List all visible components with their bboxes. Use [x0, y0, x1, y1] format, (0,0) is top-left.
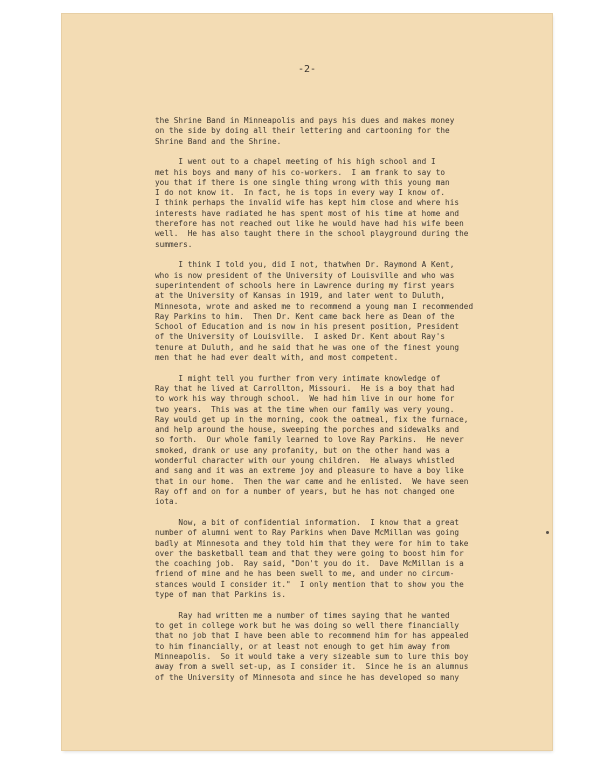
- text-line: I think perhaps the invalid wife has kept him close and where his: [155, 198, 460, 208]
- paragraph: [155, 374, 552, 508]
- text-line: stances would I consider it." I only mention that to show you the: [155, 579, 464, 589]
- text-line: the Shrine Band in Minneapolis and pays his dues and makes money: [155, 116, 455, 125]
- text-line: two years. This was at the time when our family was very young.: [155, 404, 455, 414]
- text-line: at the University of Kansas in 1919, and later went to Duluth,: [155, 291, 446, 301]
- text-line: superintendent of schools here in Lawrence during my first years: [155, 280, 455, 290]
- text-line: iota.: [155, 497, 179, 507]
- text-line: that in our home. Then the war came and he enlisted. We have seen: [155, 476, 469, 486]
- text-line: you that if there is one single thing wrong with this young man: [155, 177, 450, 187]
- ink-mark: [546, 531, 549, 534]
- text-line: Minnesota, wrote and asked me to recommend a young man I recommended: [155, 301, 474, 311]
- text-line: Ray that he lived at Carrollton, Missouri. He is a boy that had: [155, 384, 455, 393]
- text-line: who is now president of the University of Louisville and who was: [155, 270, 455, 280]
- text-line: I went out to a chapel meeting of his high school and I: [155, 157, 436, 167]
- text-line: interests have radiated he has spent most of his time at home and: [155, 208, 460, 218]
- text-line: Ray Parkins to him. Then Dr. Kent came back here as Dean of the: [155, 311, 455, 321]
- text-line: over the basketball team and that they were going to boost him for: [155, 548, 464, 558]
- text-line: Now, a bit of confidential information. I know that a great: [155, 517, 460, 527]
- text-line: on the side by doing all their lettering and cartooning for the: [155, 126, 450, 136]
- text-line: and help around the house, sweeping the porches and sidewalks and: [155, 425, 460, 435]
- paragraph: [155, 116, 552, 147]
- text-line: of the University of Louisville. I asked Dr. Kent about Ray's: [155, 332, 446, 342]
- text-line: Ray had written me a number of times saying that he wanted: [155, 610, 450, 620]
- text-line: tenure at Duluth, and he said that he was one of the finest young: [155, 342, 460, 352]
- text-line: met his boys and many of his co-workers. I am frank to say to: [155, 167, 446, 177]
- text-line: away from a swell set-up, as I consider it. Since he is an alumnus: [155, 662, 469, 672]
- text-line: to get in college work but he was doing so well there financially: [155, 621, 460, 631]
- text-line: Ray off and on for a number of years, but he has not changed one: [155, 486, 455, 496]
- text-line: friend of mine and he has been swell to me, and under no circum-: [155, 569, 455, 579]
- text-line: to him financially, or at least not enough to get him away from: [155, 641, 450, 651]
- text-line: type of man that Parkins is.: [155, 590, 286, 600]
- text-line: smoked, drank or use any profanity, but on the other hand was a: [155, 445, 450, 455]
- text-line: I do not know it. In fact, he is tops in every way I know of.: [155, 188, 446, 198]
- paragraph: [155, 157, 552, 250]
- text-line: number of alumni went to Ray Parkins when Dave McMillan was going: [155, 528, 460, 538]
- text-line: that no job that I have been able to recommend him for has appealed: [155, 631, 469, 641]
- text-line: well. He has also taught there in the school playground during the: [155, 229, 469, 239]
- text-line: to work his way through school. We had him live in our home for: [155, 394, 455, 404]
- text-line: badly at Minnesota and they told him that they were for him to take: [155, 538, 469, 548]
- text-line: and sang and it was an extreme joy and pleasure to have a boy like: [155, 466, 464, 476]
- page-number: -2-: [297, 64, 317, 75]
- text-line: I think I told you, did I not, thatwhen Dr. Raymond A Kent,: [155, 260, 455, 270]
- text-line: of the University of Minnesota and since he has developed so many: [155, 672, 460, 682]
- letter-body: [155, 116, 552, 693]
- text-line: the coaching job. Ray said, "Don't you do it. Dave McMillan is a: [155, 559, 464, 569]
- text-line: Minneapolis. So it would take a very sizeable sum to lure this boy: [155, 651, 469, 661]
- text-line: wonderful character with our young children. He always whistled: [155, 456, 455, 466]
- text-line: School of Education and is now in his present position, President: [155, 322, 460, 332]
- paragraph: [155, 260, 552, 363]
- text-line: men that he had ever dealt with, and most competent.: [155, 353, 399, 363]
- text-line: Ray would get up in the morning, cook the oatmeal, fix the furnace,: [155, 414, 469, 424]
- text-line: therefore has not reached out like he would have had his wife been: [155, 219, 464, 229]
- text-line: so forth. Our whole family learned to love Ray Parkins. He never: [155, 435, 464, 445]
- paragraph: [155, 611, 552, 683]
- text-line: Shrine Band and the Shrine.: [155, 136, 282, 146]
- paragraph: [155, 518, 552, 600]
- letter-page: [62, 14, 552, 750]
- text-line: summers.: [155, 239, 193, 249]
- text-line: I might tell you further from very intimate knowledge of: [155, 373, 441, 383]
